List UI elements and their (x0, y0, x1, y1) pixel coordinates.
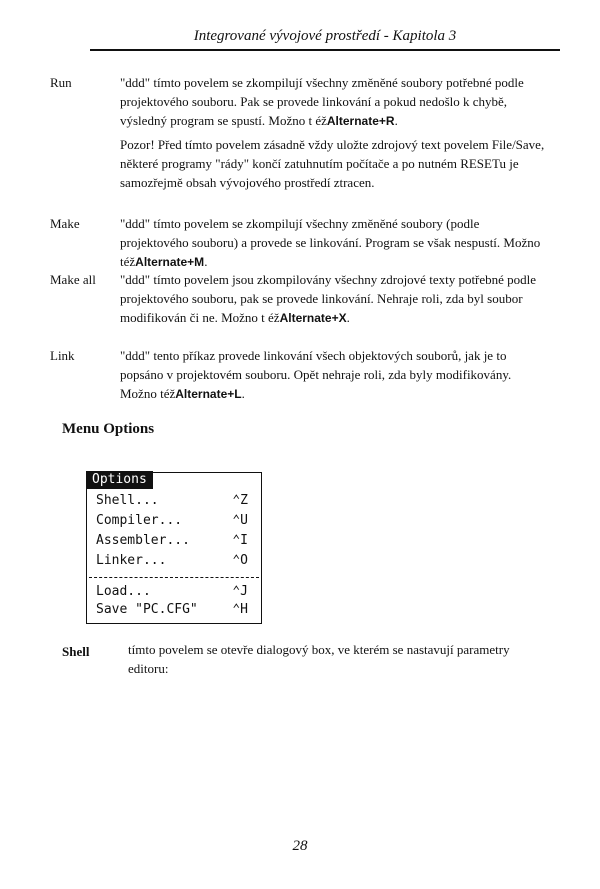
menu-item-label: Shell... (96, 493, 159, 508)
entry-term: Link (50, 348, 75, 363)
menu-item-label: Save "PC.CFG" (96, 602, 198, 617)
entry-description (120, 346, 550, 404)
section-title: Menu Options (62, 421, 155, 437)
entry-paragraph (120, 270, 550, 328)
menu-item-shell[interactable] (96, 492, 248, 510)
menu-item-save[interactable] (96, 601, 248, 619)
entry-term: Make (50, 216, 80, 231)
menu-item-shortcut: ⌃O (232, 553, 248, 568)
entry-paragraph (120, 73, 550, 131)
shell-term: Shell (62, 644, 90, 659)
shell-description: tímto povelem se otevře dialogový box, ve kterém se nastavují parametry editoru: (128, 642, 510, 676)
entry-make-all (50, 270, 550, 332)
menu-item-label: Load... (96, 584, 151, 599)
paragraph-text: Pozor! Před tímto povelem zásadně vždy uložte zdrojový text povelem File/Save, některé programy "rády" končí zatuhnutím počítače a po nutném RESETu je samozřejmě obsah vývojového prostředí ztracen. (120, 137, 545, 190)
entry-description (120, 270, 550, 328)
entry-paragraph (120, 135, 550, 192)
menu-item-load[interactable] (96, 583, 248, 601)
menu-separator (89, 577, 259, 578)
paragraph-tail: . (394, 113, 398, 128)
menu-item-assembler[interactable] (96, 532, 248, 550)
menu-item-shortcut: ⌃U (232, 513, 248, 528)
paragraph-tail: . (346, 310, 350, 325)
entry-term: Make all (50, 272, 96, 287)
paragraph-text: "ddd" tímto povelem se zkompilují všechny změněné soubory (podle projektového souboru) a provede se linkování. Program se však nespustí. Možno též (120, 216, 541, 269)
shortcut-key: Alternate+R (326, 114, 395, 128)
paragraph-tail: . (204, 254, 208, 269)
paragraph-text: "ddd" tímto povelem se zkompilují všechny změněné soubory potřebné podle projektového souboru. Pak se provede linkování a pokud nedošlo k chybě, výsledný program se spustí. Možno t éž (120, 75, 524, 128)
entry-paragraph (120, 346, 550, 404)
menu-item-shortcut: ⌃H (232, 602, 248, 617)
entry-make (50, 214, 550, 276)
menu-title[interactable]: Options (86, 471, 153, 489)
menu-item-shortcut: ⌃Z (232, 493, 248, 508)
menu-item-shortcut: ⌃J (232, 584, 248, 599)
paragraph-text: "ddd" tímto povelem jsou zkompilovány všechny zdrojové texty potřebné podle projektového souboru, pak se provede linkování. Nehraje roli, zda byl soubor modifikován či ne. Možno t éž (120, 272, 537, 325)
entry-description (120, 73, 550, 192)
options-menu (86, 472, 262, 624)
menu-item-label: Compiler... (96, 513, 183, 528)
menu-item-linker[interactable] (96, 552, 248, 570)
entry-run (50, 73, 550, 196)
entry-link (50, 346, 550, 408)
paragraph-text: "ddd" tento příkaz provede linkování všech objektových souborů, jak je to popsáno v projektovém souboru. Opět nehraje roli, zda byly modifikovány. Možno též (120, 348, 512, 401)
page-number: 28 (292, 838, 308, 854)
entry-description (120, 214, 550, 272)
entry-term: Run (50, 75, 72, 90)
header-rule (90, 49, 560, 51)
page-header: Integrované vývojové prostředí - Kapitola 3 (193, 28, 457, 44)
shortcut-key: Alternate+X (279, 311, 347, 325)
menu-item-shortcut: ⌃I (232, 533, 248, 548)
menu-item-label: Assembler... (96, 533, 190, 548)
shortcut-key: Alternate+L (175, 387, 242, 401)
paragraph-tail: . (241, 386, 245, 401)
entry-paragraph (120, 214, 550, 272)
menu-item-label: Linker... (96, 553, 167, 568)
menu-item-compiler[interactable] (96, 512, 248, 530)
shortcut-key: Alternate+M (135, 255, 205, 269)
